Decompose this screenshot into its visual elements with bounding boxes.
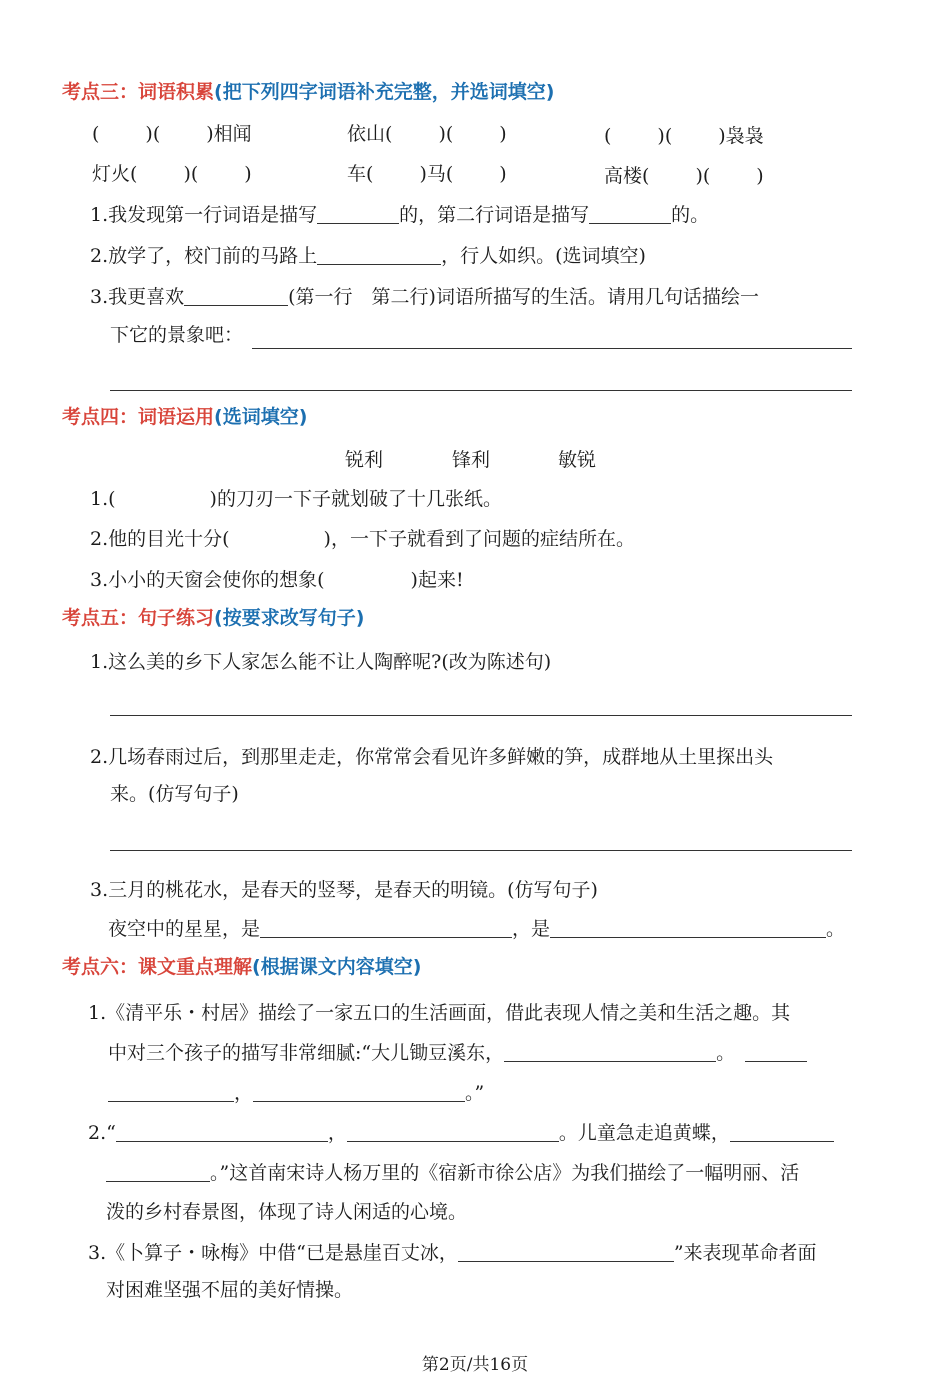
s3-question-1 xyxy=(90,203,709,227)
section-5-heading xyxy=(62,606,364,630)
s6-q2-part-b: ， xyxy=(327,1122,347,1144)
s5-question-3: 3.三月的桃花水，是春天的竖琴，是春天的明镜。(仿写句子) xyxy=(90,879,598,901)
s4-question-3 xyxy=(90,568,464,592)
s6-q2-blank-1[interactable] xyxy=(116,1123,328,1142)
word-3: ( )( )袅袅 xyxy=(604,125,764,147)
s6-q2-blank-3a[interactable] xyxy=(730,1123,834,1142)
word-5-text-a: 车 xyxy=(347,163,367,185)
word-2: 依山( )( ) xyxy=(347,123,507,145)
s6-q3-blank[interactable] xyxy=(458,1243,674,1262)
s6-q3-part-a: 3.《卜算子・咏梅》中借“已是悬崖百丈冰， xyxy=(88,1242,458,1264)
s6-q1-blank-3[interactable] xyxy=(253,1083,465,1102)
s6-question-1-line-3 xyxy=(108,1081,484,1105)
s3-answer-line-1[interactable] xyxy=(252,348,852,349)
word-6: 高楼( )( ) xyxy=(604,165,764,187)
s6-q2-part-d: 。”这首南宋诗人杨万里的《宿新市徐公店》为我们描绘了一幅明丽、活 xyxy=(210,1162,800,1184)
word-3-text: 袅袅 xyxy=(725,125,764,147)
s6-q1-part-d: ， xyxy=(234,1082,254,1104)
s6-question-1-line-2 xyxy=(108,1041,807,1065)
s6-q1-blank-2a[interactable] xyxy=(745,1043,807,1062)
s3-q1-blank-2[interactable] xyxy=(589,205,671,224)
s6-question-1-line-1: 1.《清平乐・村居》描绘了一家五口的生活画面，借此表现人情之美和生活之趣。其 xyxy=(88,1002,791,1024)
section-5-title: 考点五：句子练习 xyxy=(62,607,215,629)
s3-q3-part-c: 下它的景象吧： xyxy=(110,324,244,346)
s3-q2-part-b: ，行人如织。(选词填空) xyxy=(441,245,646,267)
s6-question-2-line-1 xyxy=(88,1121,834,1145)
word-5-text-b: 马 xyxy=(426,163,446,185)
section-3-heading xyxy=(62,80,554,104)
s6-q2-blank-2[interactable] xyxy=(347,1123,559,1142)
word-1-text: 相闻 xyxy=(213,123,252,145)
s4-q2-part-a: 2.他的目光十分( xyxy=(90,528,230,550)
s6-question-2-line-3: 泼的乡村春景图，体现了诗人闲适的心境。 xyxy=(106,1201,468,1223)
s5-answer-line-1[interactable] xyxy=(110,715,852,716)
section-6-heading xyxy=(62,955,421,979)
option-2: 锋利 xyxy=(452,449,491,471)
option-3: 敏锐 xyxy=(558,449,597,471)
s3-q1-part-c: 的。 xyxy=(671,204,710,226)
s5-question-2-line-2: 来。(仿写句子) xyxy=(110,783,239,805)
section-3-instruction: (把下列四字词语补充完整，并选词填空) xyxy=(214,81,555,103)
s5-q3-pattern-c: 。 xyxy=(826,918,846,940)
s6-q1-blank-1[interactable] xyxy=(504,1043,716,1062)
s5-q3-blank-2[interactable] xyxy=(550,919,826,938)
s3-q1-part-a: 1.我发现第一行词语是描写 xyxy=(90,204,318,226)
s5-q3-pattern-a: 夜空中的星星，是 xyxy=(108,918,261,940)
s4-question-1 xyxy=(90,487,502,511)
s3-answer-line-2[interactable] xyxy=(110,390,852,391)
s3-q3-blank[interactable] xyxy=(184,287,288,306)
s5-q3-blank-1[interactable] xyxy=(260,919,512,938)
section-5-instruction: (按要求改写句子) xyxy=(214,607,365,629)
s5-question-1: 1.这么美的乡下人家怎么能不让人陶醉呢?(改为陈述句) xyxy=(90,651,552,673)
s5-q3-pattern xyxy=(108,917,845,941)
s4-question-2 xyxy=(90,527,635,551)
word-6-text: 高楼 xyxy=(604,165,643,187)
page-number: 第2页/共16页 xyxy=(421,1355,529,1375)
option-1: 锐利 xyxy=(345,449,384,471)
s6-q2-part-c: 。儿童急走追黄蝶， xyxy=(558,1122,730,1144)
s6-question-2-line-2 xyxy=(106,1161,799,1185)
s6-question-3-line-1 xyxy=(88,1241,817,1265)
s6-question-3-line-2: 对困难坚强不屈的美好情操。 xyxy=(106,1279,354,1301)
s4-q1-part-a: 1.( xyxy=(90,488,116,510)
s3-q1-blank-1[interactable] xyxy=(317,205,399,224)
s5-q3-pattern-b: ，是 xyxy=(512,918,551,940)
s3-q3-part-b: (第一行 第二行)词语所描写的生活。请用几句话描绘一 xyxy=(288,286,759,308)
s3-question-2 xyxy=(90,244,646,268)
s3-q1-part-b: 的，第二行词语是描写 xyxy=(399,204,590,226)
s4-q2-part-b: )，一下子就看到了问题的症结所在。 xyxy=(323,528,635,550)
s5-answer-line-2[interactable] xyxy=(110,850,852,851)
s6-q1-part-e: 。” xyxy=(465,1082,485,1104)
s3-question-3 xyxy=(90,285,759,309)
s6-q1-part-b: 中对三个孩子的描写非常细腻:“大儿锄豆溪东， xyxy=(108,1042,505,1064)
section-4-title: 考点四：词语运用 xyxy=(62,406,215,428)
s6-q1-part-c: 。 xyxy=(716,1042,736,1064)
word-5: 车( )马( ) xyxy=(347,163,507,185)
s6-q3-part-b: ”来表现革命者面 xyxy=(673,1242,817,1264)
s6-q2-part-a: 2.“ xyxy=(88,1122,116,1144)
word-4-text: 灯火 xyxy=(92,163,131,185)
word-2-text: 依山 xyxy=(347,123,386,145)
s3-q3-part-a: 3.我更喜欢 xyxy=(90,286,185,308)
s6-q1-blank-2b[interactable] xyxy=(108,1083,234,1102)
s6-q2-blank-3b[interactable] xyxy=(106,1163,210,1182)
section-4-heading xyxy=(62,405,307,429)
section-6-instruction: (根据课文内容填空) xyxy=(252,956,422,978)
word-1: ( )( )相闻 xyxy=(92,123,252,145)
section-4-instruction: (选词填空) xyxy=(214,406,308,428)
s3-q2-part-a: 2.放学了，校门前的马路上 xyxy=(90,245,318,267)
s5-question-2-line-1: 2.几场春雨过后，到那里走走，你常常会看见许多鲜嫩的笋，成群地从土里探出头 xyxy=(90,746,774,768)
s4-q3-part-b: )起来! xyxy=(410,569,464,591)
section-6-title: 考点六：课文重点理解 xyxy=(62,956,253,978)
section-3-title: 考点三：词语积累 xyxy=(62,81,215,103)
s4-q1-part-b: )的刀刃一下子就划破了十几张纸。 xyxy=(209,488,502,510)
word-4: 灯火( )( ) xyxy=(92,163,252,185)
s4-q3-part-a: 3.小小的天窗会使你的想象( xyxy=(90,569,325,591)
s3-q2-blank[interactable] xyxy=(317,246,441,265)
